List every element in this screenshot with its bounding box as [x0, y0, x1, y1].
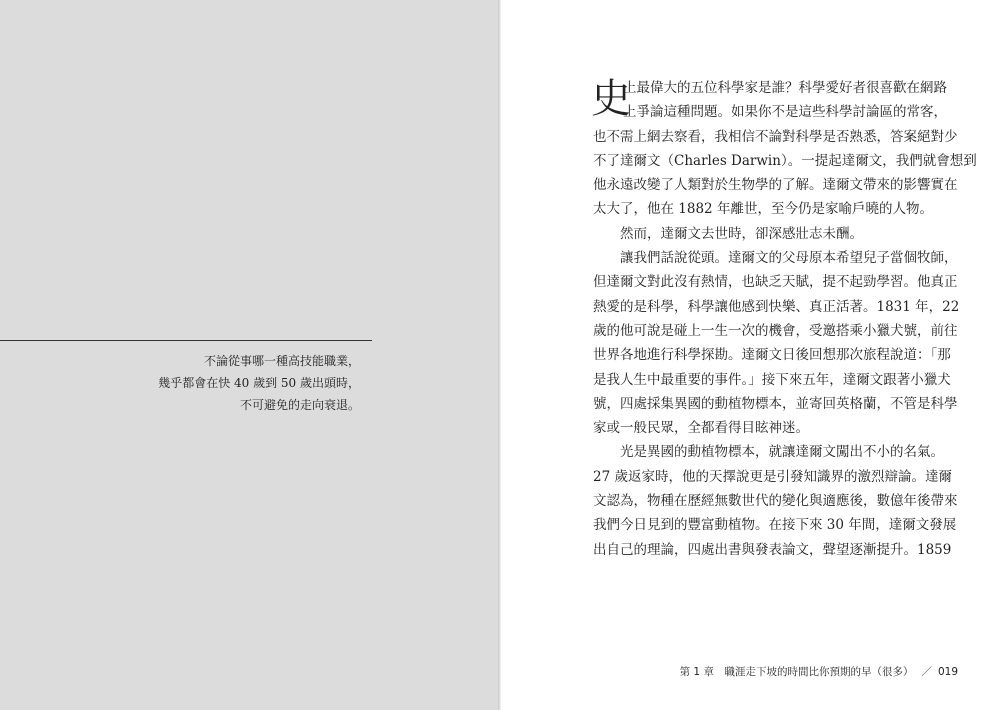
running-footer: [680, 664, 958, 679]
text-line: 太大了，他在 1882 年離世，至今仍是家喻戶曉的人物。: [593, 201, 933, 218]
text-line: 27 歲返家時，他的天擇說更是引發知識界的激烈辯論。達爾: [593, 468, 952, 485]
body-text: [591, 76, 977, 562]
pull-quote: [150, 350, 360, 416]
text-line: 家或一般民眾，全都看得目眩神迷。: [593, 420, 809, 437]
text-line: 光是異國的動植物標本，就讓達爾文闖出不小的名氣。: [620, 444, 944, 461]
pull-quote-line: 不論從事哪一種高技能職業，: [203, 354, 360, 368]
text-line: 不了達爾文（Charles Darwin）。一提起達爾文，我們就會想到: [593, 152, 977, 169]
text-line: 他永遠改變了人類對於生物學的了解。達爾文帶來的影響實在: [593, 177, 958, 194]
chapter-title: 第 1 章 職涯走下坡的時間比你預期的早（很多）: [679, 666, 914, 678]
footer-separator: ／: [921, 666, 932, 678]
pull-quote-rule: [0, 340, 372, 341]
text-line: 然而，達爾文去世時，卻深感壯志未酬。: [620, 225, 863, 242]
pull-quote-line: 不可避免的走向衰退。: [239, 398, 360, 412]
text-line: 讓我們話說從頭。達爾文的父母原本希望兒子當個牧師，: [620, 250, 958, 267]
page-number: 019: [937, 666, 958, 678]
pull-quote-line: 幾乎都會在快 40 歲到 50 歲出頭時，: [158, 376, 360, 390]
text-line: 我們今日見到的豐富動植物。在接下來 30 年間，達爾文發展: [593, 517, 957, 534]
text-line: 文認為，物種在歷經無數世代的變化與適應後，數億年後帶來: [593, 493, 958, 510]
text-line: 歲的他可說是碰上一生一次的機會，受邀搭乘小獵犬號，前往: [593, 322, 958, 339]
text-line: 世界各地進行科學探勘。達爾文日後回想那次旅程說道：「那: [593, 347, 951, 364]
drop-cap: 史: [591, 76, 631, 122]
text-line: 也不需上網去察看，我相信不論對科學是否熟悉，答案絕對少: [593, 128, 958, 145]
text-line: 上最偉大的五位科學家是誰？科學愛好者很喜歡在網路: [623, 80, 947, 96]
text-line: 出自己的理論，四處出書與發表論文，聲望逐漸提升。1859: [593, 541, 952, 558]
paragraph-1: [591, 76, 947, 125]
text-line: 是我人生中最重要的事件。」接下來五年，達爾文跟著小獵犬: [593, 371, 951, 388]
left-page: [0, 0, 498, 710]
text-line: 號，四處採集異國的動植物標本，並寄回英格蘭，不管是科學: [593, 395, 958, 412]
text-line: 熱愛的是科學，科學讓他感到快樂、真正活著。1831 年，22: [593, 298, 960, 315]
right-page: [501, 0, 1000, 710]
text-line: 上爭論這種問題。如果你不是這些科學討論區的常客，: [623, 104, 947, 121]
text-line: 但達爾文對此沒有熱情，也缺乏天賦，提不起勁學習。他真正: [593, 274, 958, 291]
